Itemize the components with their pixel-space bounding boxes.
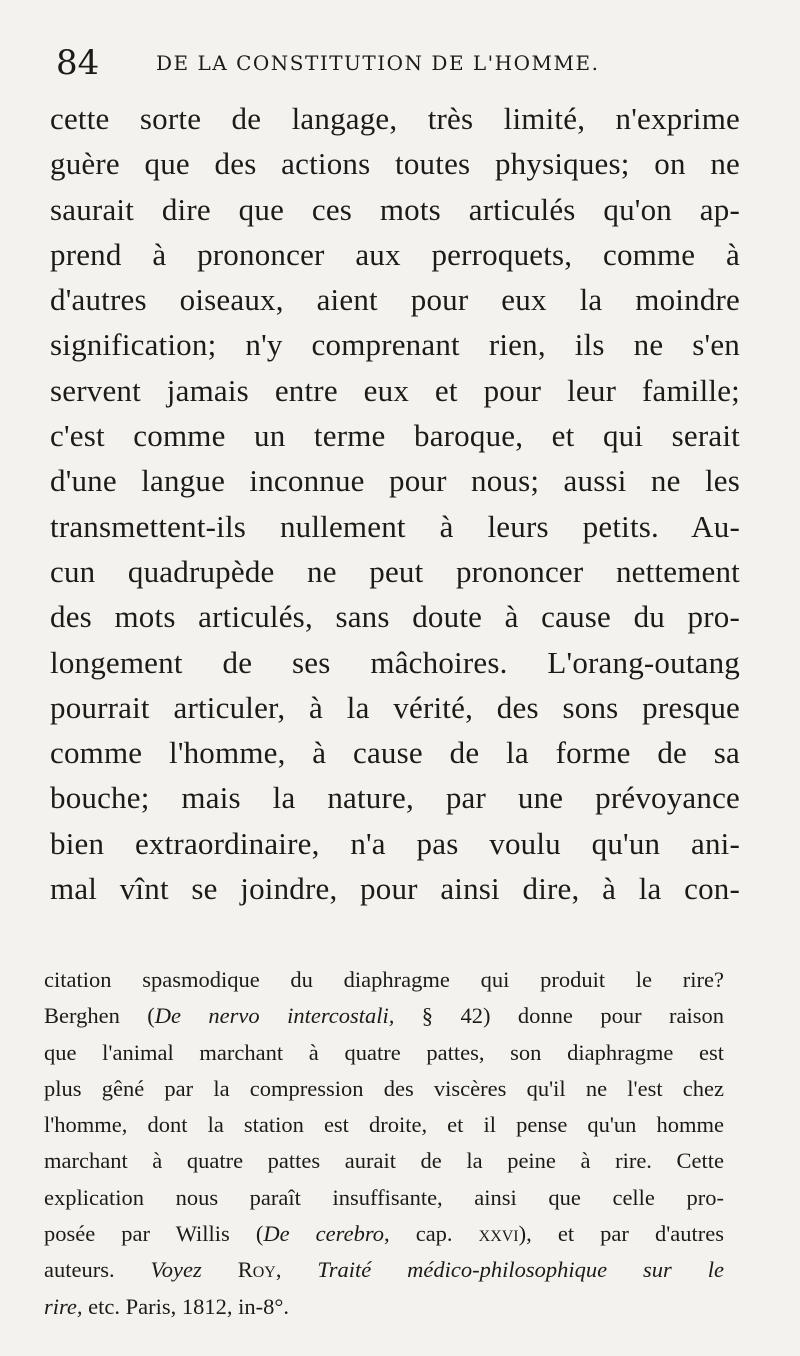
body-line: cette sorte de langage, très limité, n'exprime	[50, 101, 740, 136]
cited-work-title: rire,	[44, 1293, 83, 1319]
footnote-text: etc. Paris, 1812, in-8°.	[82, 1293, 290, 1319]
body-line: d'une langue inconnue pour nous; aussi ne les	[50, 463, 740, 499]
body-line: cun quadrupède ne peut prononcer nettement	[50, 553, 740, 589]
footnote-line: marchant à quatre pattes aurait de la peine à rire. Cette	[44, 1148, 724, 1174]
body-line: servent jamais entre eux et pour leur famille;	[50, 372, 740, 408]
body-line: signification; n'y comprenant rien, ils ne s'en	[50, 327, 740, 363]
footnote	[44, 962, 724, 1325]
body-line: bien extraordinaire, n'a pas voulu qu'un ani-	[50, 825, 740, 861]
body-line: saurait dire que ces mots articulés qu'on ap-	[50, 191, 740, 227]
footnote-line: que l'animal marchant à quatre pattes, son diaphragme est	[44, 1039, 724, 1065]
footnote-text: § 42) donne pour raison	[394, 1003, 725, 1029]
body-line: mal vînt se joindre, pour ainsi dire, à la con-	[50, 871, 740, 907]
footnote-italic: Voyez	[150, 1257, 202, 1283]
chapter-numeral: xxvi	[478, 1221, 519, 1247]
body-line: bouche; mais la nature, par une prévoyance	[50, 780, 740, 816]
footnote-text: auteurs.	[44, 1257, 151, 1283]
body-line: longement de ses mâchoires. L'orang-outang	[50, 644, 740, 680]
footnote-line: citation spasmodique du diaphragme qui produit le rire?	[44, 967, 724, 992]
body-line: d'autres oiseaux, aient pour eux la moindre	[50, 282, 740, 318]
author-name: Roy,	[201, 1257, 318, 1283]
body-text	[50, 96, 740, 911]
page-number: 84	[56, 43, 100, 83]
footnote-text: , cap.	[384, 1221, 479, 1247]
footnote-line	[44, 998, 724, 1034]
running-head: DE LA CONSTITUTION DE L'HOMME.	[156, 51, 600, 75]
body-line: guère que des actions toutes physiques; on ne	[50, 146, 740, 182]
cited-work-title: Traité médico-philosophique sur le	[317, 1257, 724, 1283]
footnote-line: l'homme, dont la station est droite, et il pense qu'un homme	[44, 1112, 724, 1138]
body-line: pourrait articuler, à la vérité, des sons presque	[50, 689, 740, 725]
body-line: c'est comme un terme baroque, et qui serait	[50, 418, 740, 454]
footnote-line: explication nous paraît insuffisante, ainsi que celle pro-	[44, 1184, 724, 1210]
footnote-line: plus gêné par la compression des viscères qu'il ne l'est chez	[44, 1075, 724, 1101]
cited-work-title: De cerebro	[263, 1221, 384, 1247]
cited-work-title: De nervo intercostali,	[154, 1003, 395, 1029]
body-line: comme l'homme, à cause de la forme de sa	[50, 735, 740, 771]
footnote-text: ), et par d'autres	[518, 1221, 724, 1247]
footnote-line	[44, 1289, 724, 1325]
body-line: prend à prononcer aux perroquets, comme à	[50, 236, 740, 272]
body-line: transmettent-ils nullement à leurs petits. Au-	[50, 508, 740, 544]
footnote-line	[44, 1252, 724, 1288]
footnote-line	[44, 1216, 724, 1252]
body-line: des mots articulés, sans doute à cause du pro-	[50, 599, 740, 635]
footnote-text: Berghen (	[44, 1003, 155, 1029]
footnote-text: posée par Willis (	[44, 1221, 264, 1247]
page-header	[56, 38, 746, 88]
